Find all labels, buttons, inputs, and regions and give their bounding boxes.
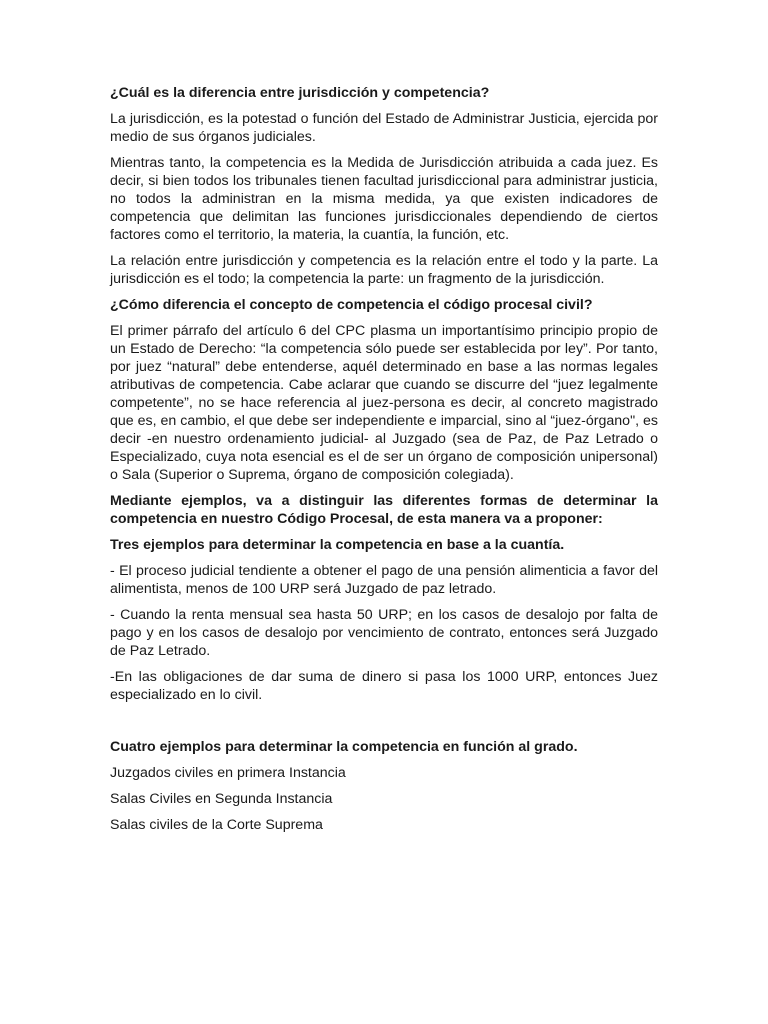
heading-ejemplos-cuantia: Tres ejemplos para determinar la competencia en base a la cuantía. — [110, 537, 565, 553]
document-page — [110, 84, 658, 842]
paragraph-ejemplo-cuantia-1: - El proceso judicial tendiente a obtener el pago de una pensión alimenticia a favor del alimentista, menos de 100 URP será Juzgado de paz letrado. — [110, 563, 658, 597]
list-item-grado-1: Juzgados civiles en primera Instancia — [110, 765, 346, 781]
list-item-grado-2: Salas Civiles en Segunda Instancia — [110, 791, 333, 807]
paragraph-definicion-competencia: Mientras tanto, la competencia es la Medida de Jurisdicción atribuida a cada juez. Es decir, si bien todos los tribunales tienen facultad jurisdiccional para administrar justicia, no todos la administran en la misma medida, ya que existen indicadores de competencia que delimitan las funciones jurisdiccionales dependiendo de ciertos factores como el territorio, la materia, la cuantía, la función, etc. — [110, 155, 658, 243]
heading-ejemplos-formas: Mediante ejemplos, va a distinguir las diferentes formas de determinar la competencia en nuestro Código Procesal, de esta manera va a proponer: — [110, 493, 658, 527]
heading-ejemplos-grado: Cuatro ejemplos para determinar la competencia en función al grado. — [110, 739, 578, 755]
heading-jurisdiccion-competencia: ¿Cuál es la diferencia entre jurisdicción y competencia? — [110, 85, 490, 101]
paragraph-articulo-6-cpc: El primer párrafo del artículo 6 del CPC plasma un importantísimo principio propio de un Estado de Derecho: “la competencia sólo puede ser establecida por ley”. Por tanto, por juez “natural” debe entenderse, aquél determinado en base a las normas legales atributivas de competencia. Cabe aclarar que cuando se discurre del “juez legalmente competente”, no se hace referencia al juez-persona es decir, al concreto magistrado que es, en cambio, el que debe ser independiente e imparcial, sino al “juez-órgano", es decir -en nuestro ordenamiento judicial- al Juzgado (sea de Paz, de Paz Letrado o Especializado, cuya nota esencial es el de ser un órgano de composición unipersonal) o Sala (Superior o Suprema, órgano de composición colegiada). — [110, 323, 658, 483]
paragraph-relacion-todo-parte: La relación entre jurisdicción y competencia es la relación entre el todo y la parte. La jurisdicción es el todo; la competencia la parte: un fragmento de la jurisdicción. — [110, 253, 658, 287]
paragraph-definicion-jurisdiccion: La jurisdicción, es la potestad o función del Estado de Administrar Justicia, ejercida por medio de sus órganos judiciales. — [110, 111, 658, 145]
paragraph-ejemplo-cuantia-3: -En las obligaciones de dar suma de dinero si pasa los 1000 URP, entonces Juez especializado en lo civil. — [110, 669, 658, 703]
heading-codigo-procesal-civil: ¿Cómo diferencia el concepto de competencia el código procesal civil? — [110, 297, 593, 313]
blank-line — [110, 712, 658, 738]
paragraph-ejemplo-cuantia-2: - Cuando la renta mensual sea hasta 50 URP; en los casos de desalojo por falta de pago y en los casos de desalojo por vencimiento de contrato, entonces será Juzgado de Paz Letrado. — [110, 607, 658, 659]
list-item-grado-3: Salas civiles de la Corte Suprema — [110, 817, 323, 833]
